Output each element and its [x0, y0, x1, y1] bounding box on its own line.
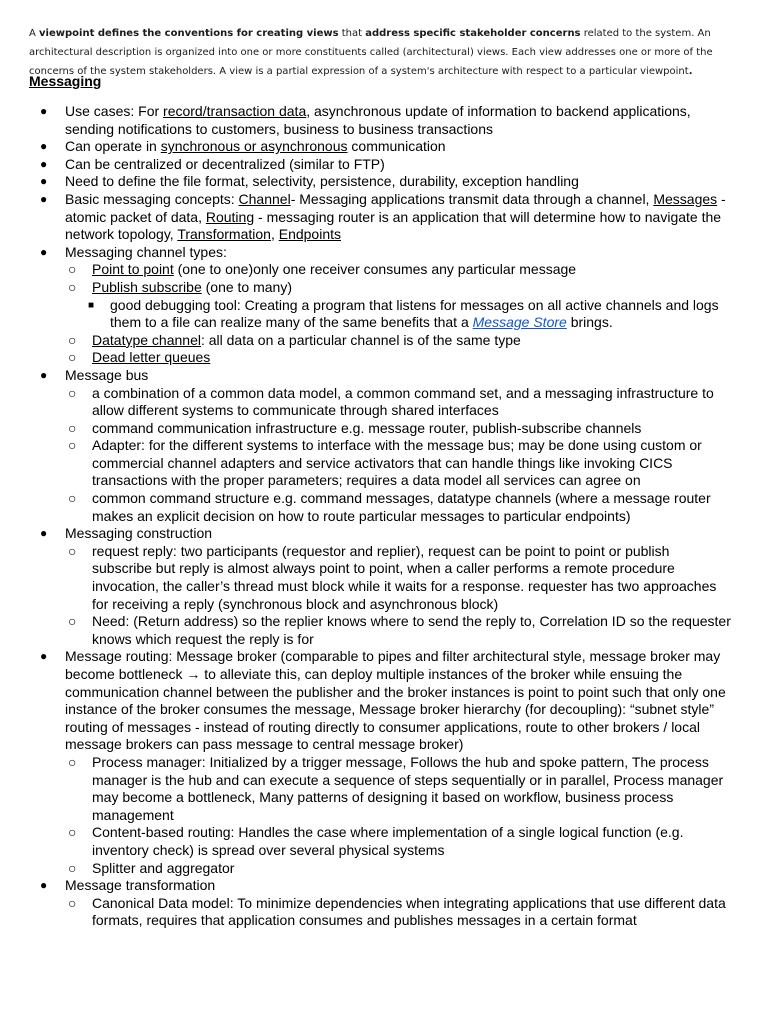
list-item-construction: [0, 525, 768, 648]
sub-item: [0, 420, 732, 438]
bullet-circle-icon: ○: [68, 824, 77, 841]
top-level-list: [0, 103, 768, 930]
underlined-term: Datatype channel: [92, 331, 201, 348]
underlined-term: Channel: [238, 190, 291, 207]
underlined-term: Publish subscribe: [92, 278, 202, 295]
intro-text: that: [338, 28, 366, 39]
sub-item-point-to-point: [0, 261, 732, 279]
underlined-term: record/transaction data: [163, 103, 307, 119]
item-text: Adapter: for the different systems to interface with the message bus; may be done using custom or commercial channel adapters and service activators that can handle things like invoking CICS transactions with the proper parameters; requires a data model all services can agree on: [92, 437, 702, 489]
item-text: Splitter and aggregator: [92, 859, 235, 876]
bullet-disc-icon: ●: [40, 526, 48, 541]
sub-sub-list: [88, 296, 732, 332]
bullet-circle-icon: ○: [68, 278, 77, 295]
bullet-disc-icon: ●: [40, 244, 48, 259]
sub-item: [0, 437, 732, 490]
item-text: : all data on a particular channel is of the same type: [200, 331, 521, 348]
item-text: - messaging router is an application that will determine how to navigate the network topology,: [65, 208, 722, 243]
sub-item: [0, 490, 732, 525]
item-text: Can operate in: [65, 138, 161, 155]
bullet-disc-icon: ●: [40, 156, 48, 171]
bullet-disc-icon: ●: [40, 878, 48, 893]
sub-item: [0, 754, 732, 824]
message-store-link[interactable]: Message Store: [472, 314, 567, 331]
item-text: Message transformation: [65, 877, 216, 894]
intro-bold-concerns: address specific stakeholder concerns: [365, 28, 581, 39]
sub-list: [65, 754, 732, 877]
item-text: command communication infrastructure e.g. message router, publish-subscribe channels: [92, 419, 642, 436]
item-text: request reply: two participants (requestor and replier), request can be point to point or publish subscribe but reply is almost always point to point, when a caller performs a remote procedure invocation, the caller’s thread must block while it waits for a response. requester has two approaches for receiving a reply (synchronous block and asynchronous block): [92, 542, 717, 612]
bullet-circle-icon: ○: [68, 894, 77, 911]
bullet-disc-icon: ●: [40, 191, 48, 206]
bullet-circle-icon: ○: [68, 261, 77, 278]
item-text: Process manager: Initialized by a trigger message, Follows the hub and spoke pattern, The process manager is the hub and can execute a sequence of steps sequentially or in parallel, Process manager may become a bottleneck, Many patterns of designing it based on workflow, business process management: [92, 753, 724, 823]
bullet-circle-icon: ○: [68, 419, 77, 436]
item-text: Message routing: Message broker (comparable to pipes and filter architectural style, message broker may become bottleneck → to alleviate this, can deploy multiple instances of the broker while ensuing the communication channel between the publisher and the broker instances is point to point such that only one instance of the broker consumes the message, Message broker hierarchy (for decoupling): “subnet style” routing of messages - instead of routing directly to consumer applications, route to other brokers / local message brokers can pass message to central message broker): [65, 648, 726, 753]
sub-item-publish-subscribe: [0, 279, 732, 332]
sub-list: [65, 895, 732, 930]
intro-bold-viewpoint: viewpoint defines the conventions for creating views: [39, 28, 339, 39]
item-text: good debugging tool: Creating a program that listens for messages on all active channels and logs them to a file can realize many of the same benefits that a: [110, 296, 719, 331]
item-text: (one to many): [201, 278, 292, 295]
sub-item: [0, 860, 732, 878]
list-item-message-bus: [0, 367, 768, 525]
bullet-circle-icon: ○: [68, 753, 77, 770]
sub-item: [0, 895, 732, 930]
list-item-sync: [0, 138, 768, 156]
sub-list: [65, 543, 732, 649]
item-text: a combination of a common data model, a common command set, and a messaging infrastructure to allow different systems to communicate through shared interfaces: [92, 384, 714, 419]
bullet-circle-icon: ○: [68, 490, 77, 507]
list-item-use-cases: [0, 103, 768, 138]
list-item-file-format: [0, 173, 768, 191]
intro-period: .: [688, 66, 693, 77]
bullet-disc-icon: ●: [40, 367, 48, 382]
item-text: Can be centralized or decentralized (similar to FTP): [65, 155, 385, 172]
item-text: Messaging construction: [65, 525, 213, 542]
intro-text: A: [29, 28, 40, 39]
bullet-circle-icon: ○: [68, 542, 77, 559]
item-text: Use cases: For: [65, 103, 164, 119]
underlined-term: Transformation: [177, 226, 271, 243]
section-heading: Messaging: [29, 73, 102, 89]
underlined-term: Dead letter queues: [92, 349, 211, 366]
item-text: Need: (Return address) so the replier knows where to send the reply to, Correlation ID so the requester knows which request the reply is for: [92, 613, 731, 647]
item-text: Messaging channel types:: [65, 243, 227, 260]
underlined-term: Messages: [653, 190, 718, 207]
item-text: ,: [270, 226, 279, 243]
bullet-square-icon: ■: [88, 299, 95, 311]
sub-item: [0, 543, 732, 613]
item-text: common command structure e.g. command messages, datatype channels (where a message router makes an explicit decision on how to route particular messages to particular endpoints): [92, 490, 711, 524]
item-text: communication: [347, 138, 446, 155]
sub-item: [0, 385, 732, 420]
list-item-concepts: [0, 191, 768, 244]
intro-text: related to the system. An architectural description is organized into one or more constituents called (architectural) views. Each view addresses one or more of the concerns of the system stakeholders. A view is a partial expression of a system's architecture with respect to a particular viewpoint: [29, 28, 713, 77]
item-text: brings.: [566, 314, 613, 331]
sub-sub-item-debugging: [0, 297, 732, 332]
item-text: , asynchronous update of information to backend applications, sending notifications to customers, business to business transactions: [65, 103, 691, 137]
item-text: Content-based routing: Handles the case where implementation of a single logical function (e.g. inventory check) is spread over several physical systems: [92, 824, 684, 858]
item-text: Need to define the file format, selectivity, persistence, durability, exception handling: [65, 173, 579, 190]
bullet-disc-icon: ●: [40, 104, 48, 118]
list-item-channel-types: [0, 244, 768, 367]
sub-item: [0, 824, 732, 859]
bullet-list-content: [0, 103, 768, 930]
item-text: - atomic packet of data,: [65, 190, 726, 225]
item-text: Message bus: [65, 366, 149, 383]
bullet-circle-icon: ○: [68, 613, 77, 630]
sub-item: [0, 613, 732, 648]
intro-paragraph: [29, 24, 749, 81]
underlined-term: synchronous or asynchronous: [160, 138, 348, 155]
bullet-circle-icon: ○: [68, 437, 77, 454]
bullet-circle-icon: ○: [68, 331, 77, 348]
underlined-term: Routing: [205, 208, 255, 225]
list-item-routing: [0, 648, 768, 877]
underlined-term: Point to point: [92, 261, 174, 278]
sub-list: [65, 385, 732, 526]
bullet-disc-icon: ●: [40, 174, 48, 189]
bullet-disc-icon: ●: [40, 649, 48, 664]
sub-item-dead-letter: [0, 349, 732, 367]
underlined-term: Endpoints: [278, 226, 342, 243]
item-text: Basic messaging concepts:: [65, 190, 239, 207]
bullet-disc-icon: ●: [40, 139, 48, 154]
list-item-centralized: [0, 156, 768, 174]
item-text: Canonical Data model: To minimize dependencies when integrating applications that use different data formats, requires that application consumes and publishes messages in a certain format: [92, 894, 726, 929]
item-text: - Messaging applications transmit data through a channel,: [290, 190, 654, 207]
bullet-circle-icon: ○: [68, 349, 77, 366]
bullet-circle-icon: ○: [68, 859, 77, 876]
sub-list: [65, 261, 732, 367]
item-text: (one to one)only one receiver consumes any particular message: [173, 261, 577, 278]
list-item-transformation: [0, 877, 768, 930]
bullet-circle-icon: ○: [68, 384, 77, 401]
sub-item-datatype-channel: [0, 332, 732, 350]
